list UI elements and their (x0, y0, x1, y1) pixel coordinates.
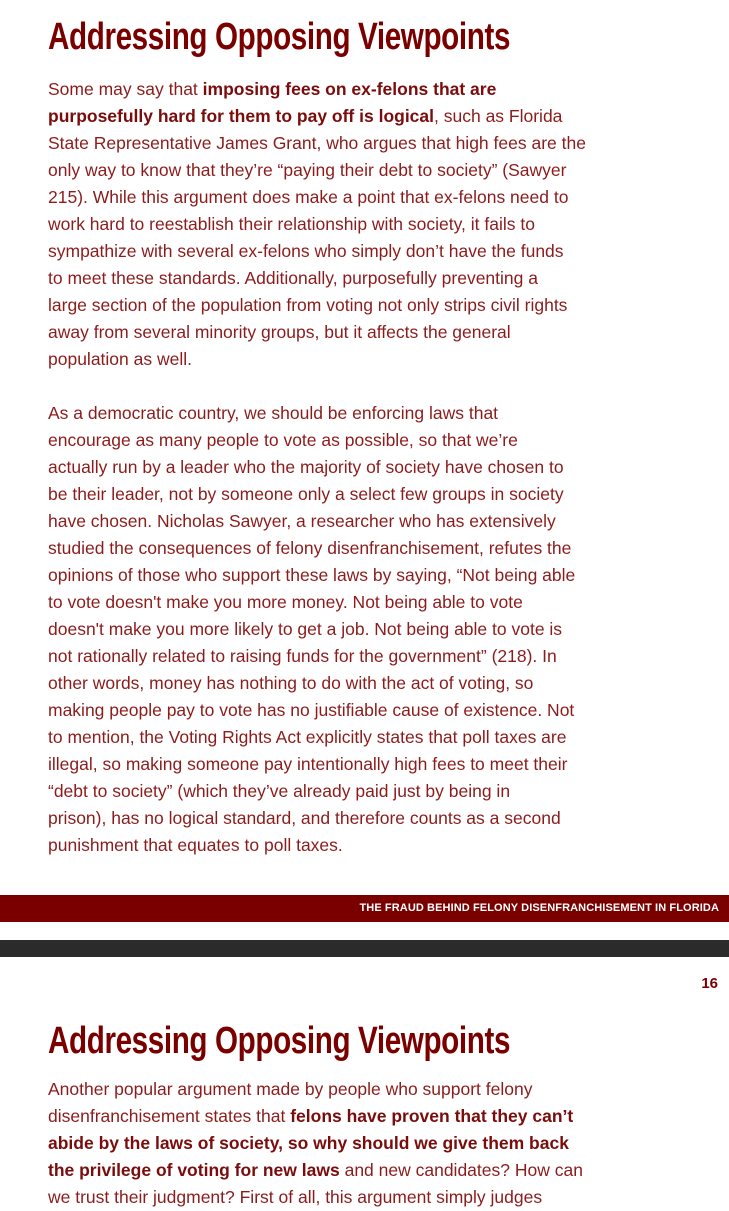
text-line: not rationally related to raising funds for the government” (218). In (48, 646, 557, 666)
text-line: actually run by a leader who the majority of society have chosen to (48, 457, 564, 477)
section-heading: Addressing Opposing Viewpoints (48, 1020, 511, 1062)
document-page-16 (0, 957, 729, 1207)
text-line: studied the consequences of felony disenfranchisement, refutes the (48, 538, 572, 558)
text-line: the privilege of voting for new laws and new candidates? How can (48, 1160, 583, 1180)
paragraph-fees-argument (48, 76, 728, 373)
text-line: Some may say that imposing fees on ex-felons that are (48, 79, 497, 99)
page-footer-band (0, 895, 729, 922)
text-line: Another popular argument made by people who support felony (48, 1079, 533, 1099)
text-line: only way to know that they’re “paying their debt to society” (Sawyer (48, 160, 567, 180)
text-line: population as well. (48, 349, 192, 369)
text-line: abide by the laws of society, so why should we give them back (48, 1133, 569, 1153)
footer-title: THE FRAUD BEHIND FELONY DISENFRANCHISEMENT IN FLORIDA (359, 902, 719, 914)
text-line: to vote doesn't make you more money. Not being able to vote (48, 592, 523, 612)
text-line: State Representative James Grant, who argues that high fees are the (48, 133, 586, 153)
text-line: “debt to society” (which they’ve already paid just by being in (48, 781, 511, 801)
section-heading: Addressing Opposing Viewpoints (48, 16, 511, 58)
text-line: illegal, so making someone pay intentionally high fees to meet their (48, 754, 568, 774)
text-line: As a democratic country, we should be enforcing laws that (48, 403, 499, 423)
text-line: 215). While this argument does make a point that ex-felons need to (48, 187, 569, 207)
text-line: purposefully hard for them to pay off is logical, such as Florida (48, 106, 563, 126)
text-line: we trust their judgment? First of all, this argument simply judges (48, 1187, 543, 1207)
text-line: to meet these standards. Additionally, purposefully preventing a (48, 268, 538, 288)
text-line: have chosen. Nicholas Sawyer, a researcher who has extensively (48, 511, 556, 531)
text-line: sympathize with several ex-felons who simply don’t have the funds (48, 241, 564, 261)
paragraph-democratic-country (48, 400, 728, 859)
text-line: making people pay to vote has no justifiable cause of existence. Not (48, 700, 575, 720)
text-line: other words, money has nothing to do with the act of voting, so (48, 673, 534, 693)
text-line: be their leader, not by someone only a select few groups in society (48, 484, 564, 504)
page-number: 16 (701, 975, 718, 992)
text-line: opinions of those who support these laws by saying, “Not being able (48, 565, 576, 585)
text-line: punishment that equates to poll taxes. (48, 835, 343, 855)
paragraph-laws-argument (48, 1076, 728, 1211)
text-line: large section of the population from voting not only strips civil rights (48, 295, 568, 315)
page-separator (0, 940, 729, 957)
text-line: away from several minority groups, but it affects the general (48, 322, 511, 342)
text-line: disenfranchisement states that felons have proven that they can’t (48, 1106, 574, 1126)
text-line: doesn't make you more likely to get a job. Not being able to vote is (48, 619, 563, 639)
text-line: encourage as many people to vote as possible, so that we’re (48, 430, 518, 450)
text-line: work hard to reestablish their relationship with society, it fails to (48, 214, 535, 234)
text-line: prison), has no logical standard, and therefore counts as a second (48, 808, 561, 828)
text-line: to mention, the Voting Rights Act explicitly states that poll taxes are (48, 727, 567, 747)
